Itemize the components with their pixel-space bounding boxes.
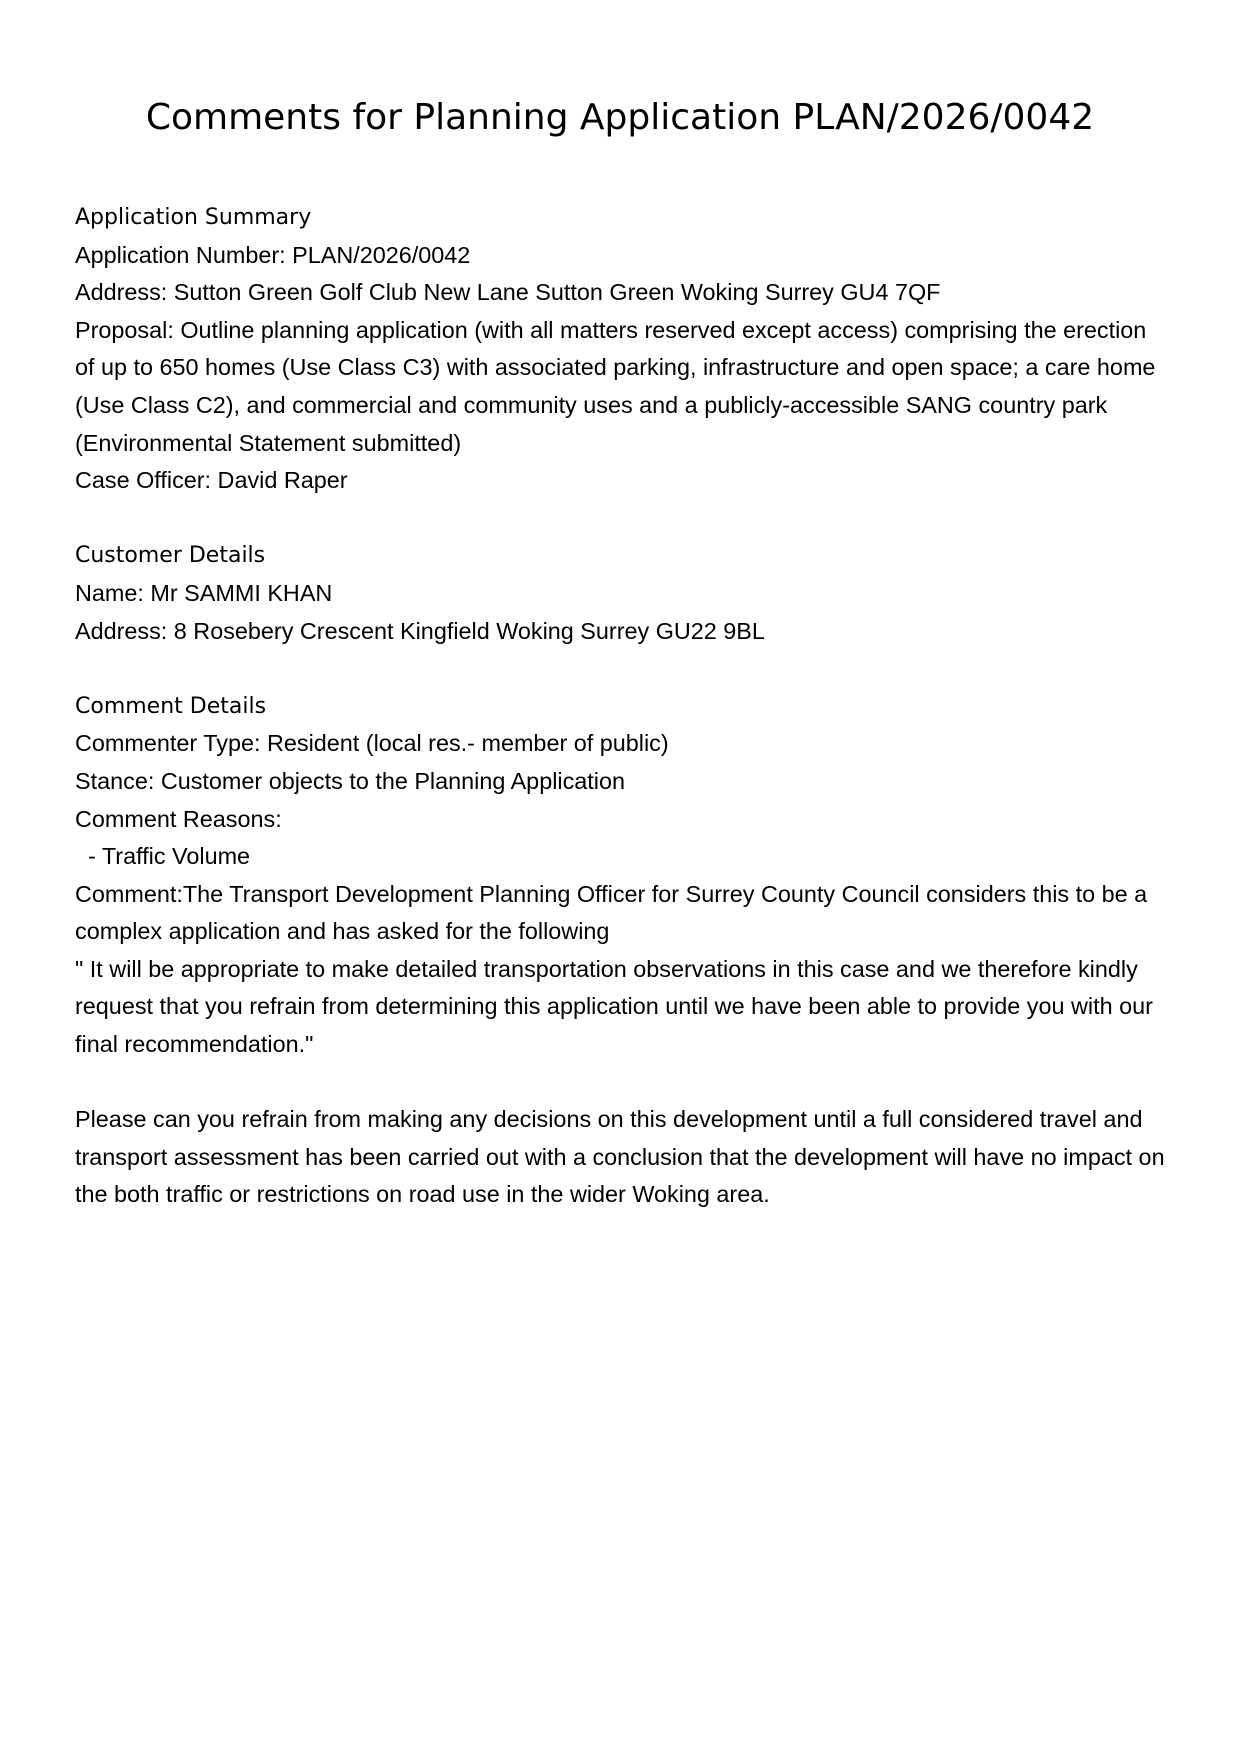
comment-intro: Comment:The Transport Development Planning Officer for Surrey County Council considers this to be a complex application and has asked for the following (75, 880, 1154, 945)
application-summary-heading: Application Summary (75, 205, 312, 230)
comment-closing: Please can you refrain from making any decisions on this development until a full considered travel and transport assessment has been carried out with a conclusion that the development will have no impact on the both traffic or restrictions on road use in the wider Woking area. (75, 1106, 1172, 1208)
case-officer: Case Officer: David Raper (75, 467, 348, 494)
section-gap (75, 650, 1170, 688)
application-summary-section (75, 199, 1170, 500)
customer-name: Name: Mr SAMMI KHAN (75, 579, 333, 606)
customer-details-heading: Customer Details (75, 543, 266, 569)
section-gap (75, 500, 1170, 538)
comment-reasons-label: Comment Reasons: (75, 805, 282, 832)
stance: Stance: Customer objects to the Planning Application (75, 767, 626, 794)
comment-reason-item: - Traffic Volume (75, 843, 251, 870)
comment-details-section (75, 688, 1170, 1214)
customer-address: Address: 8 Rosebery Crescent Kingfield Woking Surrey GU22 9BL (75, 617, 765, 644)
application-address: Address: Sutton Green Golf Club New Lane Sutton Green Woking Surrey GU4 7QF (75, 279, 941, 306)
paragraph-gap (75, 1064, 1170, 1102)
commenter-type: Commenter Type: Resident (local res.- member of public) (75, 730, 669, 757)
comment-details-heading: Comment Details (75, 693, 267, 719)
application-number: Application Number: PLAN/2026/0042 (75, 241, 471, 268)
customer-details-section (75, 537, 1170, 650)
page-title: Comments for Planning Application PLAN/2026/0042 (145, 97, 1095, 138)
document-body (75, 199, 1170, 1214)
application-proposal: Proposal: Outline planning application (with all matters reserved except access) comprising the erection of up to 650 homes (Use Class C3) with associated parking, infrastructure and open space; a care home (Use Class C2), and commercial and community uses and a publicly-accessible SANG country park (Environmental Statement submitted) (75, 316, 1162, 456)
comment-quote: " It will be appropriate to make detailed transportation observations in this case and we therefore kindly request that you refrain from determining this application until we have been able to provide you with our final recommendation." (75, 955, 1160, 1058)
